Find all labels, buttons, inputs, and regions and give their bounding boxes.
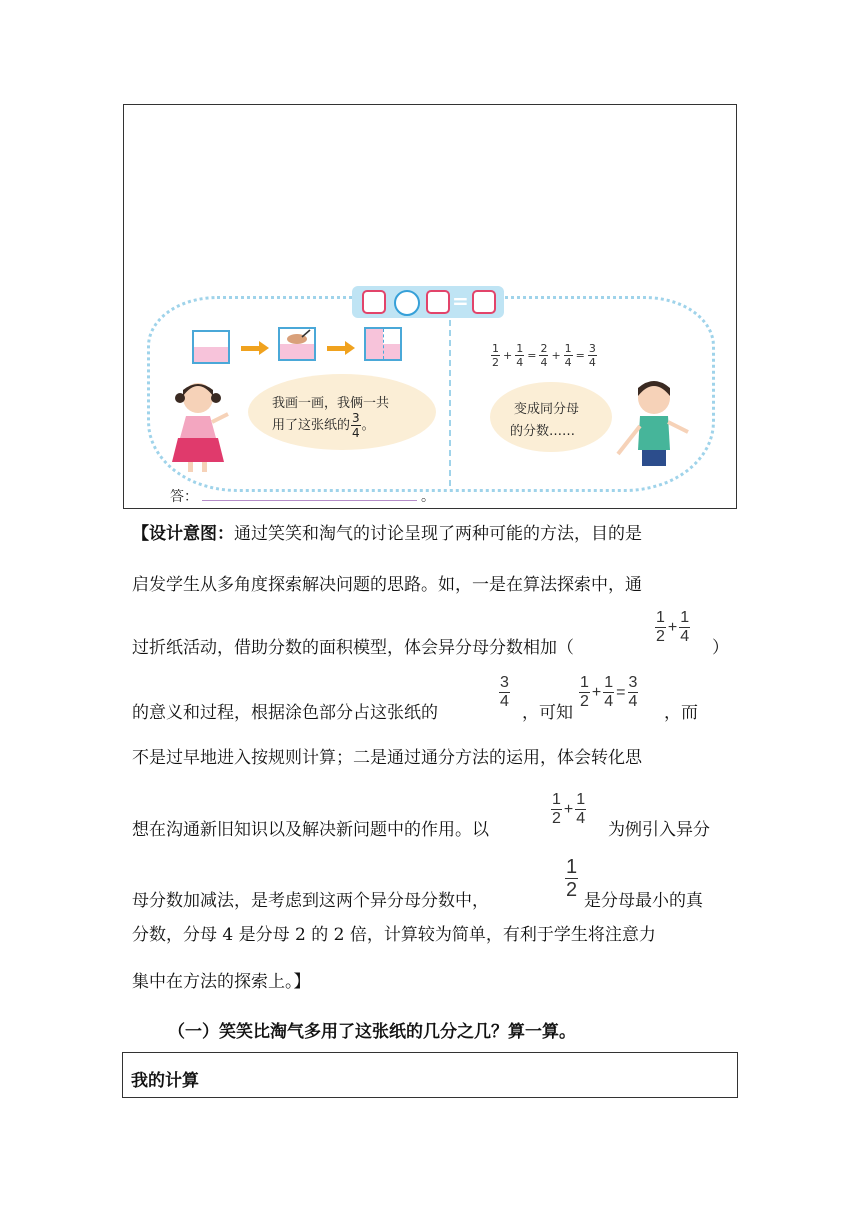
paper-half-shaded <box>192 330 230 364</box>
section-heading: （一）笑笑比淘气多用了这张纸的几分之几？算一算。 <box>168 1022 576 1042</box>
operator-circle[interactable] <box>394 290 420 316</box>
paper-three-quarters <box>364 327 402 361</box>
fraction: $\frac{1}{2}$ <box>492 342 499 369</box>
answer-label: 答： <box>170 489 198 505</box>
inline-fraction: $\frac{1}{2}$ <box>566 856 578 901</box>
dashed-divider <box>449 310 451 486</box>
boy-character-icon <box>612 376 696 468</box>
equation-blanks-bar <box>352 286 504 318</box>
para-line-1: 【设计意图：通过笑笑和淘气的讨论呈现了两种可能的方法，目的是 <box>132 524 642 544</box>
fraction: $\frac{2}{4}$ <box>540 342 548 369</box>
girl-bubble-line2: 用了这张纸的 $\frac{3}{4}$ 。 <box>272 411 375 440</box>
paper-folding <box>278 327 316 361</box>
blank-box-result[interactable] <box>472 290 496 314</box>
girl-bubble-line1: 我画一画，我俩一共 <box>272 396 390 411</box>
boy-speech-bubble <box>490 382 612 452</box>
equals-sign: = <box>452 289 469 313</box>
blank-box-2[interactable] <box>426 290 450 314</box>
arrow-icon <box>241 343 269 353</box>
girl-character-icon <box>172 378 234 474</box>
para-line-2: 启发学生从多角度探索解决问题的思路。如，一是在算法探索中，通 <box>132 575 642 595</box>
my-calculation-box[interactable] <box>122 1052 738 1098</box>
inline-fraction: $\frac{3}{4}$ <box>500 674 509 710</box>
calc-box-label: 我的计算 <box>131 1071 199 1091</box>
inline-fraction-sum: $\frac{1}{2}$ + $\frac{1}{4}$ <box>656 609 690 645</box>
arrow-icon <box>327 343 355 353</box>
answer-blank[interactable] <box>202 500 417 501</box>
para-line-8: 分数，分母 4 是分母 2 的 2 倍，计算较为简单，有利于学生将注意力 <box>132 925 656 945</box>
inline-fraction-sum: $\frac{1}{2}$ + $\frac{1}{4}$ <box>552 791 586 827</box>
fraction: $\frac{1}{4}$ <box>564 342 572 369</box>
para-line-3: 过折纸活动，借助分数的面积模型，体会异分母分数相加（ $\frac{1}{2}$ + $\frac{1}{4}$ ） <box>132 609 729 658</box>
fraction-equation: $\frac{1}{2}$ + $\frac{1}{4}$ = $\frac{2}{4}$ + $\frac{1}{4}$ = $\frac{3}{4}$ <box>492 342 596 369</box>
para-line-4: 的意义和过程，根据涂色部分占这张纸的 $\frac{3}{4}$ ，可知 $\frac{1}{2}$ + $\frac{1}{4}$ = $\frac{3}{4}$ ，而 <box>132 674 698 723</box>
para-line-7: 母分数加减法，是考虑到这两个异分母分数中， $\frac{1}{2}$ 是分母最小的真 <box>132 856 703 911</box>
design-intent-label: 【设计意图： <box>132 524 234 544</box>
inline-fraction-equation: $\frac{1}{2}$ + $\frac{1}{4}$ = $\frac{3}{4}$ <box>580 674 638 710</box>
hand-icon <box>280 329 314 345</box>
blank-box-1[interactable] <box>362 290 386 314</box>
boy-bubble-line1: 变成同分母 <box>514 402 580 417</box>
para-line-6: 想在沟通新旧知识以及解决新问题中的作用。以 $\frac{1}{2}$ + $\frac{1}{4}$ 为例引入异分 <box>132 791 710 840</box>
para-line-9: 集中在方法的探索上。】 <box>132 972 311 992</box>
answer-line: 答： 。 <box>170 489 435 505</box>
fraction: $\frac{3}{4}$ <box>588 342 596 369</box>
fraction: $\frac{1}{4}$ <box>516 342 524 369</box>
para-line-5: 不是过早地进入按规则计算；二是通过通分方法的运用，体会转化思 <box>132 748 642 768</box>
boy-bubble-line2: 的分数…… <box>510 424 576 439</box>
girl-speech-bubble <box>248 374 436 450</box>
